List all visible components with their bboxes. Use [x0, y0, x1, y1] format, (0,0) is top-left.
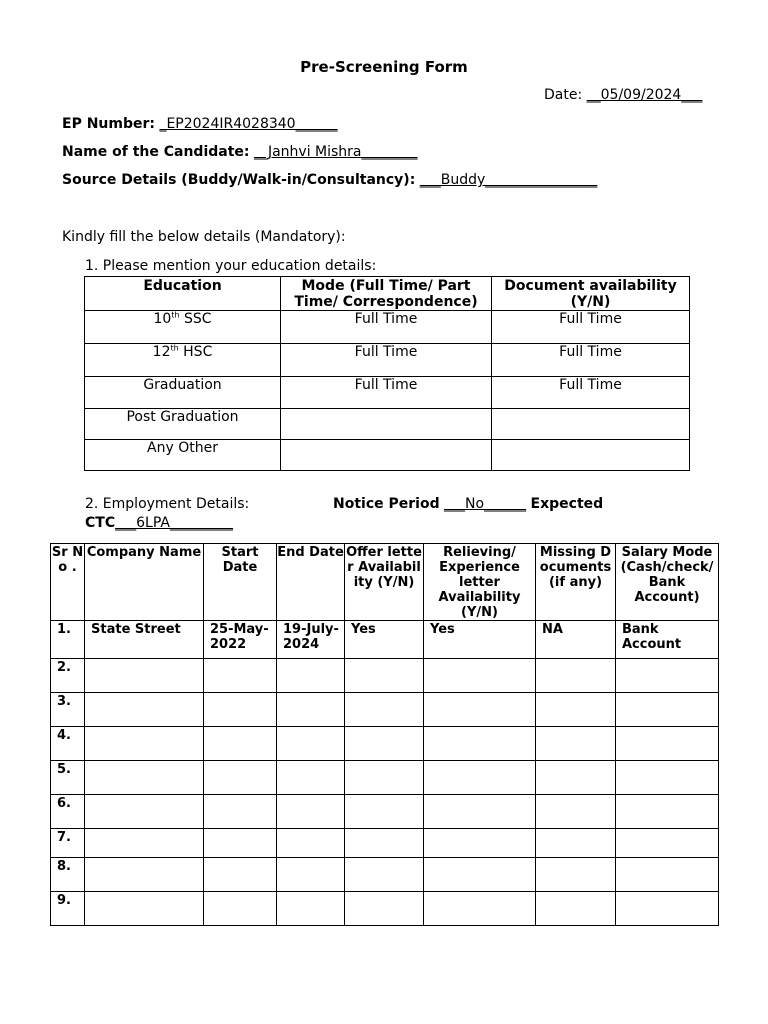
employment-row	[51, 858, 719, 892]
education-document-cell: Full Time	[492, 311, 690, 344]
date-label: Date:	[544, 87, 583, 103]
relieving-letter-cell	[424, 693, 536, 727]
end-date-cell	[277, 795, 345, 829]
company-name-cell	[85, 727, 204, 761]
start-date-cell: 25-May-2022	[204, 621, 277, 659]
employment-row	[51, 727, 719, 761]
education-mode-cell: Full Time	[281, 311, 492, 344]
ctc-value: ___6LPA_________	[115, 515, 233, 531]
education-level-cell: 10th SSC	[85, 311, 281, 344]
salary-mode-cell	[616, 858, 719, 892]
employment-row	[51, 659, 719, 693]
education-row	[85, 409, 690, 440]
missing-documents-cell	[536, 795, 616, 829]
education-document-cell: Full Time	[492, 344, 690, 377]
offer-letter-cell	[345, 858, 424, 892]
start-date-cell	[204, 829, 277, 858]
source-line	[62, 172, 597, 188]
education-header-cell: Education	[85, 277, 281, 311]
education-header-cell: Document availability (Y/N)	[492, 277, 690, 311]
employment-row	[51, 761, 719, 795]
expected-label: Expected	[530, 496, 604, 512]
employment-header-cell: Sr No .	[51, 544, 85, 621]
start-date-cell	[204, 727, 277, 761]
sr-no-cell: 2.	[51, 659, 85, 693]
candidate-label: Name of the Candidate:	[62, 144, 250, 160]
end-date-cell	[277, 858, 345, 892]
form-title: Pre-Screening Form	[300, 58, 468, 76]
employment-table	[50, 543, 719, 926]
relieving-letter-cell	[424, 795, 536, 829]
education-row	[85, 377, 690, 409]
relieving-letter-cell	[424, 892, 536, 926]
start-date-cell	[204, 858, 277, 892]
education-document-cell: Full Time	[492, 377, 690, 409]
relieving-letter-cell	[424, 659, 536, 693]
ep-number-line	[62, 116, 338, 132]
offer-letter-cell	[345, 727, 424, 761]
offer-letter-cell	[345, 761, 424, 795]
offer-letter-cell: Yes	[345, 621, 424, 659]
start-date-cell	[204, 761, 277, 795]
employment-row	[51, 829, 719, 858]
start-date-cell	[204, 795, 277, 829]
education-level-cell: Post Graduation	[85, 409, 281, 440]
salary-mode-cell	[616, 659, 719, 693]
employment-row	[51, 795, 719, 829]
missing-documents-cell	[536, 659, 616, 693]
company-name-cell	[85, 892, 204, 926]
employment-row	[51, 892, 719, 926]
offer-letter-cell	[345, 795, 424, 829]
education-header-row	[85, 277, 690, 311]
employment-header-cell: Missing Documents (if any)	[536, 544, 616, 621]
education-heading: 1. Please mention your education details:	[85, 258, 377, 274]
relieving-letter-cell: Yes	[424, 621, 536, 659]
company-name-cell	[85, 795, 204, 829]
relieving-letter-cell	[424, 858, 536, 892]
ep-number-label: EP Number:	[62, 116, 155, 132]
end-date-cell	[277, 892, 345, 926]
sr-no-cell: 3.	[51, 693, 85, 727]
sr-no-cell: 7.	[51, 829, 85, 858]
relieving-letter-cell	[424, 727, 536, 761]
end-date-cell: 19-July-2024	[277, 621, 345, 659]
notice-period-value: ___No______	[444, 496, 527, 512]
relieving-letter-cell	[424, 829, 536, 858]
education-table	[84, 276, 690, 471]
employment-row	[51, 621, 719, 659]
company-name-cell	[85, 659, 204, 693]
education-level-cell: 12th HSC	[85, 344, 281, 377]
source-value: ___Buddy________________	[419, 172, 598, 188]
notice-period-line	[333, 496, 603, 512]
start-date-cell	[204, 659, 277, 693]
salary-mode-cell: Bank Account	[616, 621, 719, 659]
education-mode-cell: Full Time	[281, 344, 492, 377]
missing-documents-cell	[536, 693, 616, 727]
salary-mode-cell	[616, 761, 719, 795]
salary-mode-cell	[616, 693, 719, 727]
education-mode-cell	[281, 409, 492, 440]
salary-mode-cell	[616, 829, 719, 858]
education-row	[85, 440, 690, 471]
employment-header-cell: Start Date	[204, 544, 277, 621]
company-name-cell	[85, 761, 204, 795]
date-line	[544, 87, 702, 103]
source-label: Source Details (Buddy/Walk-in/Consultancy):	[62, 172, 416, 188]
salary-mode-cell	[616, 892, 719, 926]
sr-no-cell: 6.	[51, 795, 85, 829]
education-document-cell	[492, 440, 690, 471]
end-date-cell	[277, 659, 345, 693]
missing-documents-cell	[536, 858, 616, 892]
missing-documents-cell	[536, 892, 616, 926]
education-row	[85, 344, 690, 377]
offer-letter-cell	[345, 693, 424, 727]
sr-no-cell: 9.	[51, 892, 85, 926]
company-name-cell	[85, 693, 204, 727]
employment-header-cell: Salary Mode (Cash/check/ Bank Account)	[616, 544, 719, 621]
ep-number-value: _EP2024IR4028340______	[159, 116, 338, 132]
company-name-cell	[85, 858, 204, 892]
sr-no-cell: 5.	[51, 761, 85, 795]
employment-header-cell: Company Name	[85, 544, 204, 621]
employment-header-row	[51, 544, 719, 621]
salary-mode-cell	[616, 727, 719, 761]
salary-mode-cell	[616, 795, 719, 829]
education-level-cell: Graduation	[85, 377, 281, 409]
ctc-line	[85, 515, 233, 531]
relieving-letter-cell	[424, 761, 536, 795]
missing-documents-cell	[536, 761, 616, 795]
candidate-line	[62, 144, 418, 160]
education-level-cell: Any Other	[85, 440, 281, 471]
end-date-cell	[277, 829, 345, 858]
employment-heading: 2. Employment Details:	[85, 496, 250, 512]
education-row	[85, 311, 690, 344]
candidate-value: __Janhvi Mishra________	[253, 144, 418, 160]
sr-no-cell: 1.	[51, 621, 85, 659]
start-date-cell	[204, 892, 277, 926]
end-date-cell	[277, 727, 345, 761]
company-name-cell: State Street	[85, 621, 204, 659]
date-value: __05/09/2024___	[586, 87, 703, 103]
missing-documents-cell	[536, 727, 616, 761]
offer-letter-cell	[345, 659, 424, 693]
missing-documents-cell: NA	[536, 621, 616, 659]
employment-row	[51, 693, 719, 727]
education-mode-cell: Full Time	[281, 377, 492, 409]
employment-header-cell: Offer letter Availability (Y/N)	[345, 544, 424, 621]
education-document-cell	[492, 409, 690, 440]
sr-no-cell: 8.	[51, 858, 85, 892]
education-header-cell: Mode (Full Time/ Part Time/ Correspondence)	[281, 277, 492, 311]
ctc-label: CTC	[85, 515, 116, 531]
end-date-cell	[277, 693, 345, 727]
employment-header-cell: End Date	[277, 544, 345, 621]
instruction-text: Kindly fill the below details (Mandatory):	[62, 229, 346, 245]
missing-documents-cell	[536, 829, 616, 858]
offer-letter-cell	[345, 829, 424, 858]
start-date-cell	[204, 693, 277, 727]
notice-period-label: Notice Period	[333, 496, 440, 512]
employment-header-cell: Relieving/ Experience letter Availability (Y/N)	[424, 544, 536, 621]
education-mode-cell	[281, 440, 492, 471]
offer-letter-cell	[345, 892, 424, 926]
end-date-cell	[277, 761, 345, 795]
company-name-cell	[85, 829, 204, 858]
sr-no-cell: 4.	[51, 727, 85, 761]
